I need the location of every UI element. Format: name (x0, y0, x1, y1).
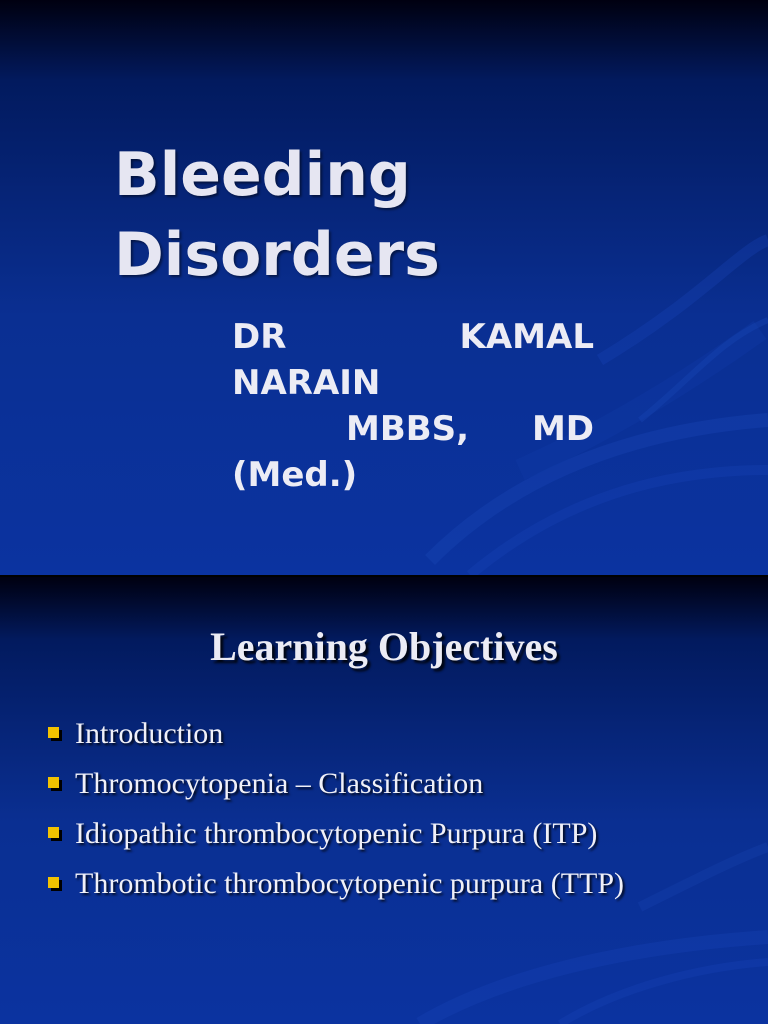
list-item-text: Thromocytopenia – Classification (75, 767, 484, 800)
author-last-name: NARAIN (232, 363, 381, 403)
slide-title (114, 135, 440, 295)
author-degree-md: MD (531, 409, 594, 449)
title-line-1: Bleeding (114, 140, 411, 210)
list-item (0, 765, 768, 815)
list-item (0, 865, 768, 915)
objectives-slide (0, 577, 768, 1024)
square-bullet-icon (48, 877, 59, 888)
author-specialty: (Med.) (232, 455, 358, 495)
author-first-name: KAMAL (459, 317, 594, 357)
author-block (232, 314, 594, 498)
list-item (0, 815, 768, 865)
objectives-title: Learning Objectives (210, 624, 558, 669)
objectives-list (0, 715, 768, 915)
square-bullet-icon (48, 727, 59, 738)
author-title: DR (232, 317, 287, 357)
square-bullet-icon (48, 827, 59, 838)
author-line-1 (232, 314, 594, 360)
author-line-3 (232, 406, 594, 452)
author-degree-mbbs: MBBS, (346, 409, 470, 449)
title-line-2: Disorders (114, 220, 440, 290)
list-item-text: Thrombotic thrombocytopenic purpura (TTP) (75, 867, 625, 900)
list-item (0, 715, 768, 765)
list-item-text: Introduction (75, 717, 224, 750)
list-item-text: Idiopathic thrombocytopenic Purpura (ITP) (75, 817, 598, 850)
square-bullet-icon (48, 777, 59, 788)
